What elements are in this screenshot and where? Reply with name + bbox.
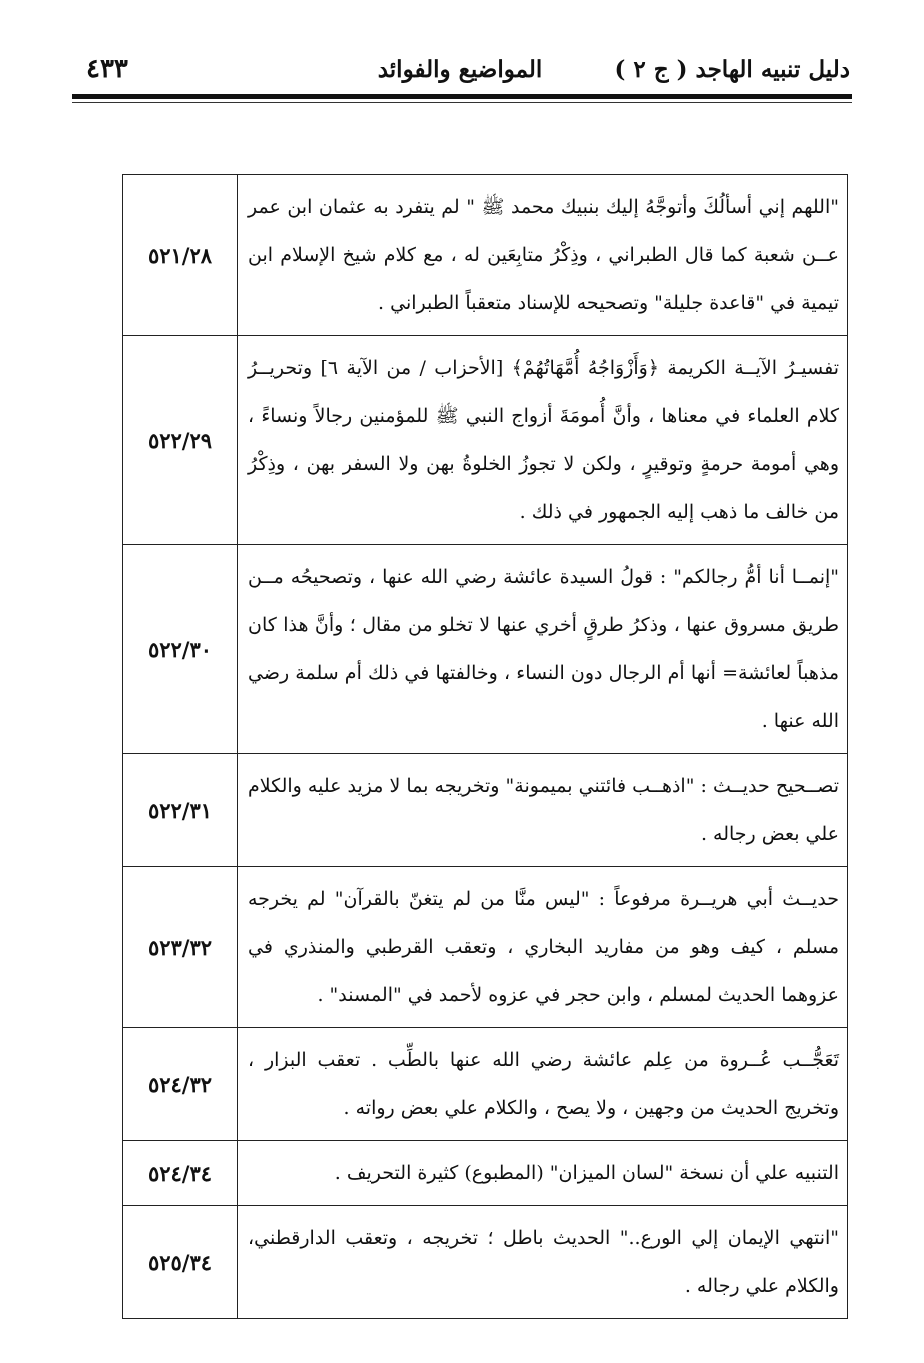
header-rule-thick	[72, 94, 852, 99]
book-title: دليل تنبيه الهاجد ( ج ٢ )	[614, 56, 850, 83]
header-rule-thin	[72, 102, 852, 103]
entry-page-reference: ٥٢٤/٣٤	[123, 1141, 238, 1206]
table-row	[123, 1028, 848, 1141]
entry-page-reference: ٥٢١/٢٨	[123, 175, 238, 336]
entry-page-reference: ٥٢٢/٣١	[123, 754, 238, 867]
table-row	[123, 1141, 848, 1206]
entry-page-reference: ٥٢٢/٢٩	[123, 336, 238, 545]
entry-description: "انتهي الإيمان إلي الورع.." الحديث باطل ؛ تخريجه ، وتعقب الدارقطني، والكلام علي رجاله .	[238, 1206, 848, 1319]
page-header	[70, 52, 850, 92]
table-row	[123, 754, 848, 867]
entry-page-reference: ٥٢٣/٣٢	[123, 867, 238, 1028]
entry-page-reference: ٥٢٢/٣٠	[123, 545, 238, 754]
table-row	[123, 867, 848, 1028]
entry-page-reference: ٥٢٥/٣٤	[123, 1206, 238, 1319]
section-title: المواضيع والفوائد	[377, 56, 543, 83]
table-row	[123, 336, 848, 545]
index-table	[122, 174, 848, 1319]
entry-description: التنبيه علي أن نسخة "لسان الميزان" (المطبوع) كثيرة التحريف .	[238, 1141, 848, 1206]
table-row	[123, 175, 848, 336]
table-row	[123, 1206, 848, 1319]
entry-description: تصــحيح حديــث : "اذهــب فائتني بميمونة" وتخريجه بما لا مزيد عليه والكلام علي بعض رجاله .	[238, 754, 848, 867]
entry-description: تفسيـرُ الآيــة الكريمة ﴿وَأَزْوَاجُهُ أُمَّهَاتُهُمْ﴾ [الأحزاب / من الآية ٦] وتحريــرُ كلام العلماء في معناها ، وأنَّ أُمومَةَ أزواج النبي ﷺ للمؤمنين رجالاً ونساءً ، وهي أمومة حرمةٍ وتوقيرٍ ، ولكن لا تجوزُ الخلوةُ بهن ولا السفر بهن ، وذِكْرُ من خالف ما ذهب إليه الجمهور في ذلك .	[238, 336, 848, 545]
entry-description: تَعَجُّــب عُــروة من عِلم عائشة رضي الله عنها بالطِّب . تعقب البزار ، وتخريج الحديث من وجهين ، ولا يصح ، والكلام علي بعض رواته .	[238, 1028, 848, 1141]
entry-description: "اللهم إني أسألُكَ وأتوجَّهُ إليك بنبيك محمد ﷺ " لم يتفرد به عثمان ابن عمر عــن شعبة كما قال الطبراني ، وذِكْرُ متابِعَين له ، مع كلام شيخ الإسلام ابن تيمية في "قاعدة جليلة" وتصحيحه للإسناد متعقباً الطبراني .	[238, 175, 848, 336]
entry-description: "إنمــا أنا أمُّ رجالكم" : قولُ السيدة عائشة رضي الله عنها ، وتصحيحُه مــن طريق مسروق عنها ، وذكرُ طرقٍ أخري عنها لا تخلو من مقال ؛ وأنَّ هذا كان مذهباً لعائشة= أنها أم الرجال دون النساء ، وخالفتها في ذلك أم سلمة رضي الله عنها .	[238, 545, 848, 754]
entry-page-reference: ٥٢٤/٣٢	[123, 1028, 238, 1141]
page-number: ٤٣٣	[86, 54, 128, 84]
table-row	[123, 545, 848, 754]
entry-description: حديــث أبي هريــرة مرفوعاً : "ليس منَّا من لم يتغنّ بالقرآن" لم يخرجه مسلم ، كيف وهو من مفاريد البخاري ، وتعقب القرطبي والمنذري في عزوهما الحديث لمسلم ، وابن حجر في عزوه لأحمد في "المسند" .	[238, 867, 848, 1028]
